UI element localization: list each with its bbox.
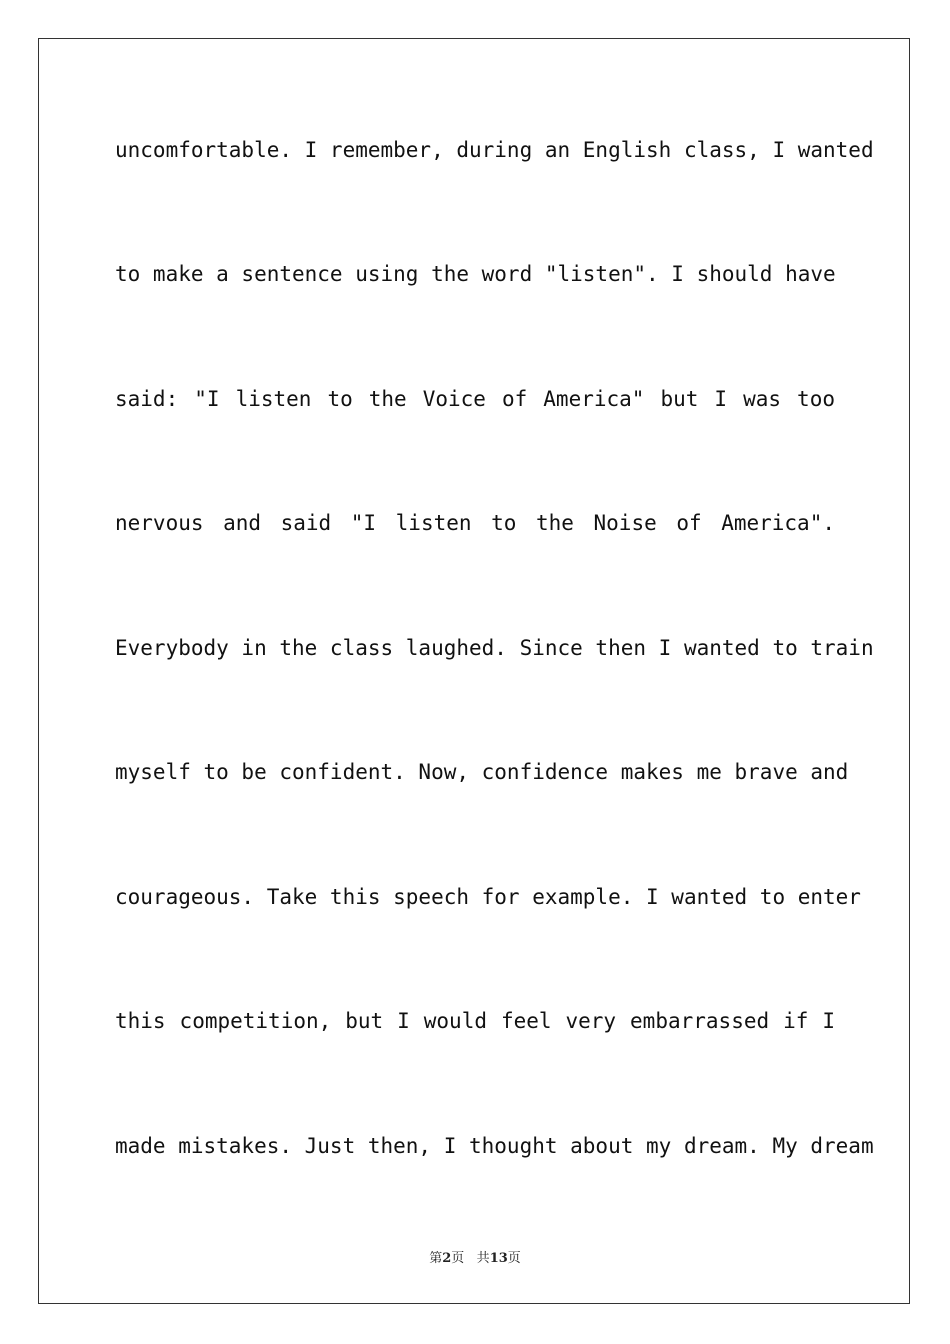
body-text-line-5: Everybody in the class laughed. Since then I wanted to train (115, 636, 874, 660)
body-text-line-2: to make a sentence using the word "listen". I should have (115, 262, 836, 286)
page-suffix: 页 (451, 1251, 465, 1266)
body-text-line-3: said: "I listen to the Voice of America" but I was too (115, 387, 835, 411)
page-prefix: 第 (429, 1251, 443, 1266)
body-text-line-6: myself to be confident. Now, confidence makes me brave and (115, 760, 849, 784)
total-prefix: 共 (476, 1251, 490, 1266)
total-suffix: 页 (507, 1251, 521, 1266)
page-number: 2 (442, 1251, 452, 1266)
total-pages: 13 (489, 1251, 508, 1266)
body-text-line-8: this competition, but I would feel very embarrassed if I (115, 1009, 835, 1033)
body-text-line-7: courageous. Take this speech for example. I wanted to enter (115, 885, 861, 909)
page-border (38, 38, 910, 1304)
body-text-line-4: nervous and said "I listen to the Noise of America". (115, 511, 835, 535)
body-text-line-9: made mistakes. Just then, I thought about my dream. My dream (115, 1134, 874, 1158)
page-footer (0, 1247, 950, 1266)
body-text-line-1: uncomfortable. I remember, during an English class, I wanted (115, 138, 874, 162)
